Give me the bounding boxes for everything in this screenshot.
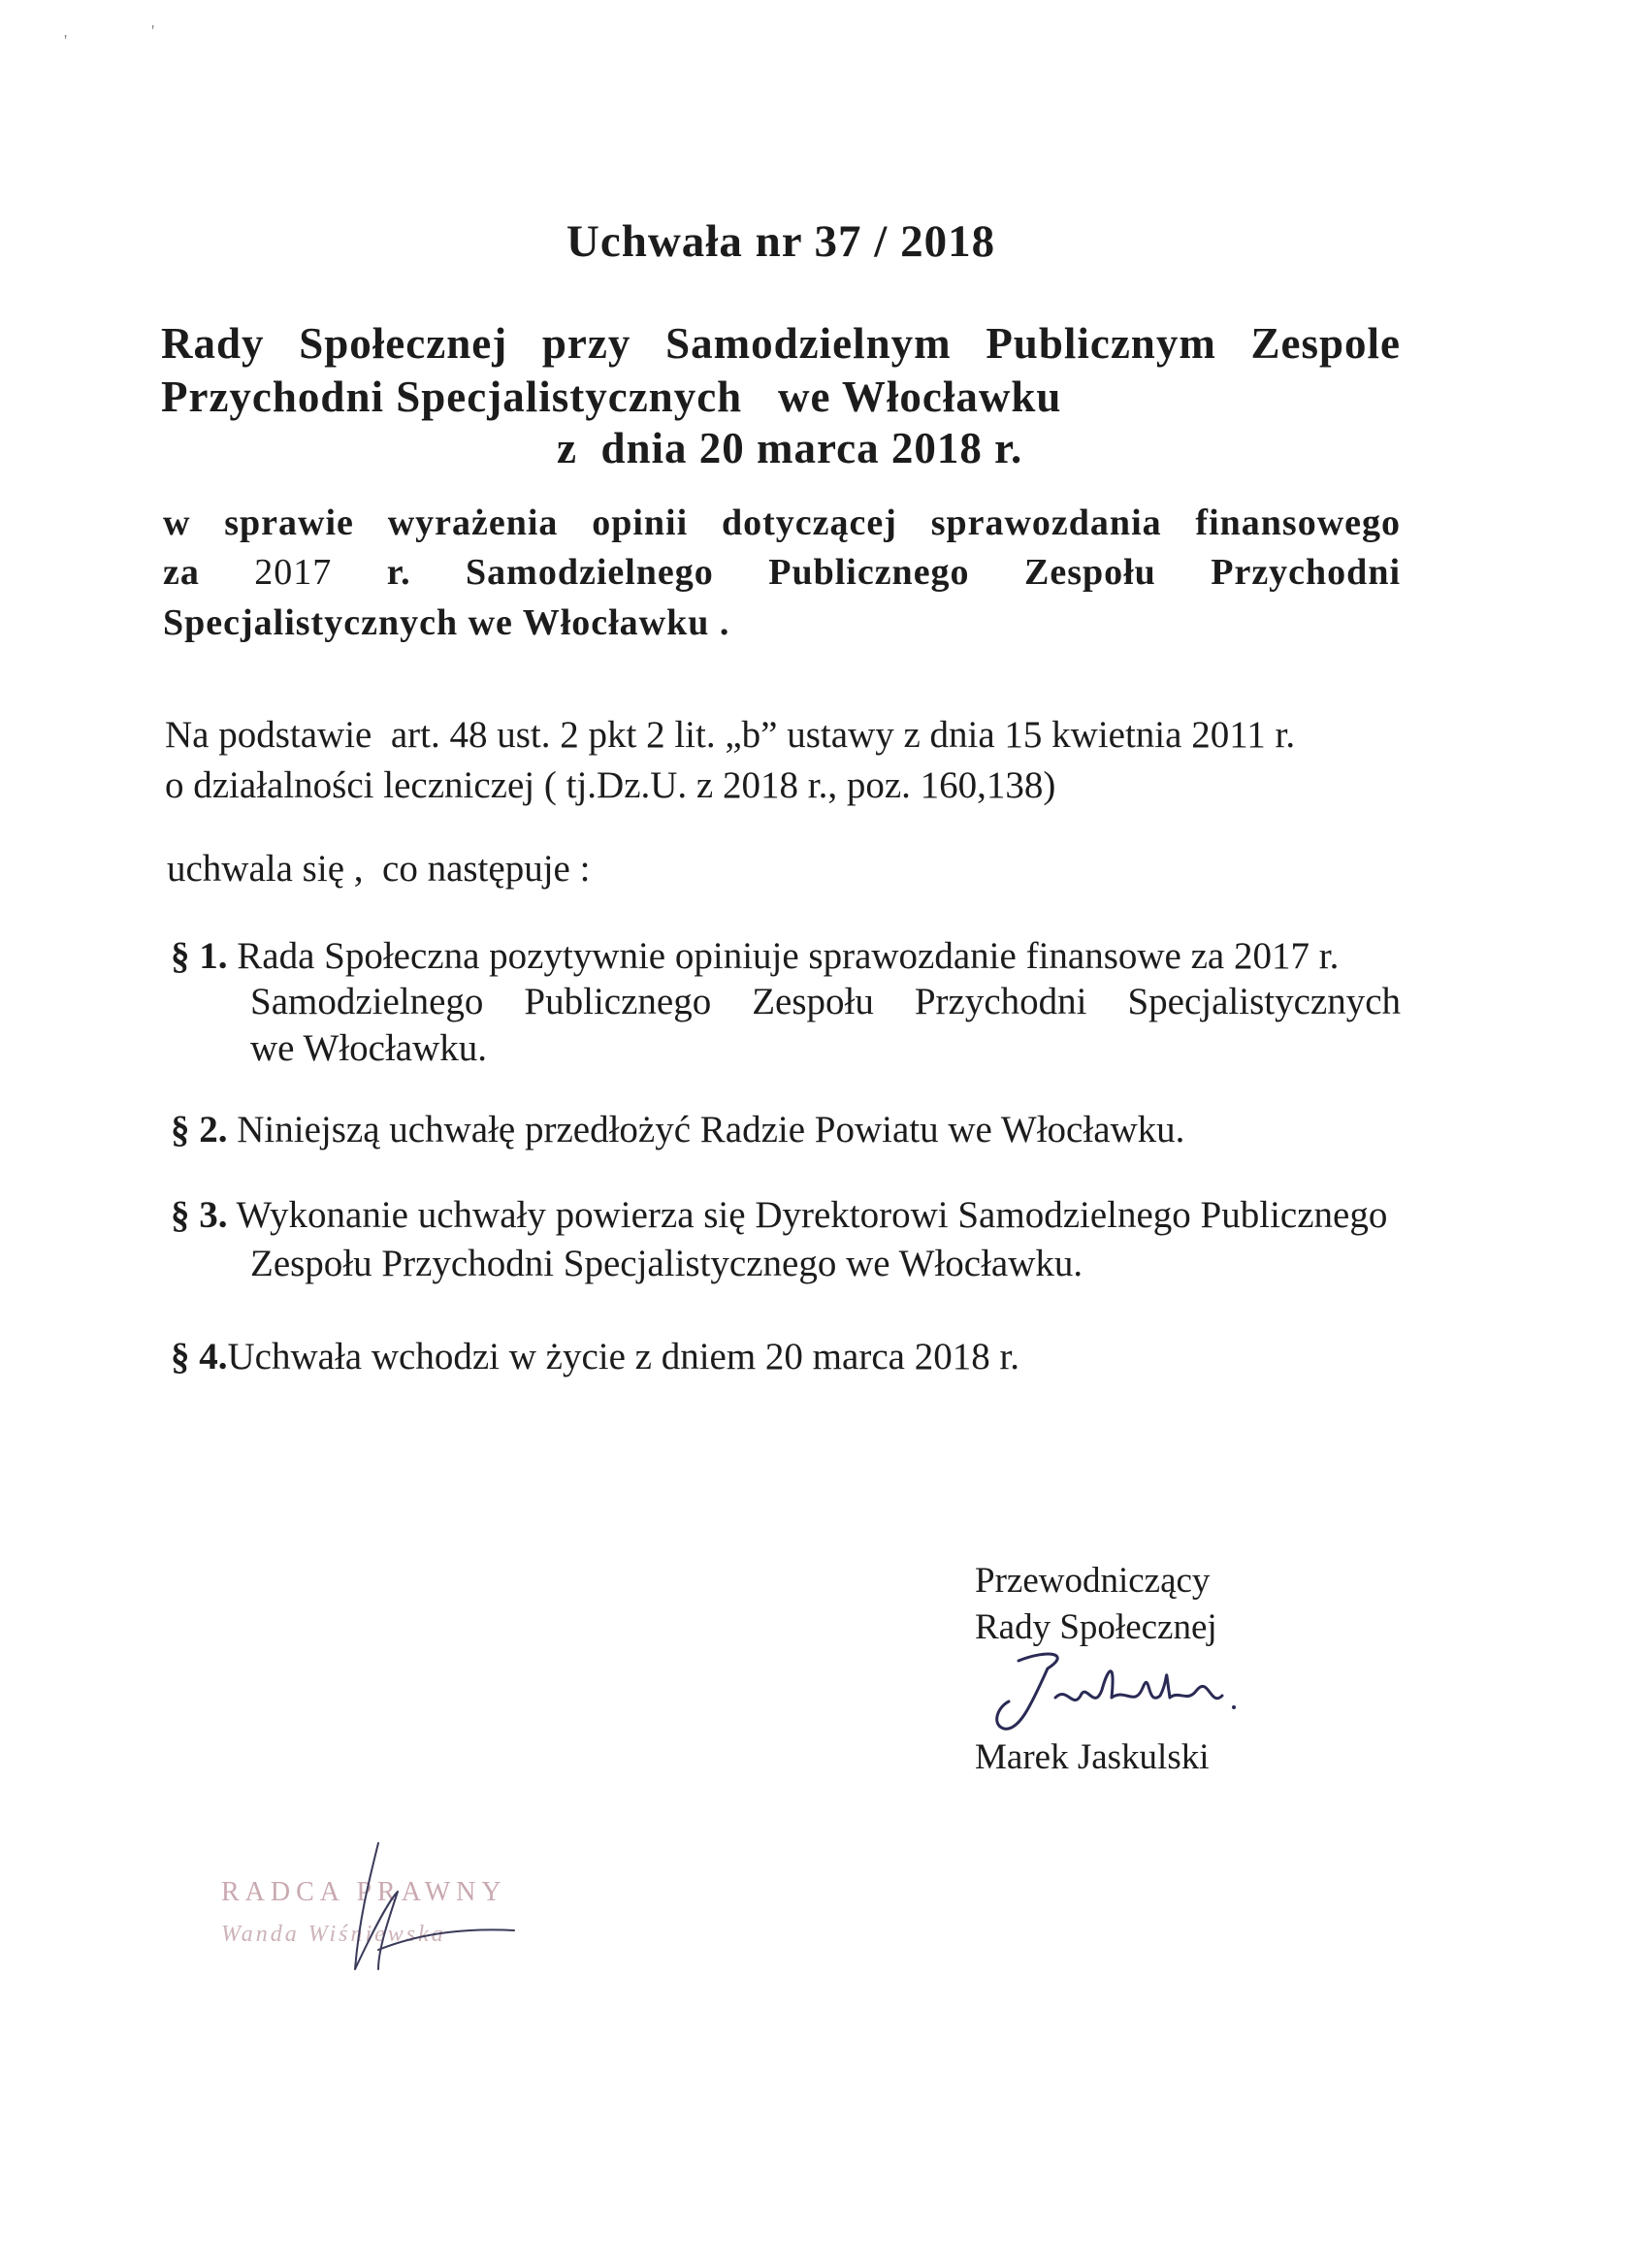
heading-word: Społecznej: [299, 319, 508, 368]
subject-word: sprawie: [224, 502, 354, 543]
section-word: Zespołu: [752, 981, 874, 1022]
subject-word: opinii: [592, 502, 689, 543]
legal-basis-line-1: Na podstawie art. 48 ust. 2 pkt 2 lit. „b” ustawy z dnia 15 kwietnia 2011 r.: [165, 714, 1296, 756]
section-1-line-3: we Włocławku.: [250, 1027, 488, 1069]
subject-word: finansowego: [1195, 502, 1401, 543]
section-1: [171, 934, 1339, 978]
heading-word: przy: [541, 319, 631, 368]
scan-speck: ': [151, 21, 155, 41]
subject-line-3: Specjalistycznych we Włocławku .: [163, 602, 730, 643]
subject-word: za: [163, 552, 200, 593]
heading-word: Publicznym: [986, 319, 1216, 368]
subject-word: Publicznego: [768, 552, 970, 593]
section-1-line-2: [250, 980, 1401, 1023]
section-3: [171, 1193, 1387, 1237]
signatory-name: Marek Jaskulski: [975, 1737, 1210, 1777]
subject-line-2: [163, 551, 1401, 594]
signatory-role-line-2: Rady Społecznej: [975, 1607, 1217, 1647]
handwritten-signature: [980, 1639, 1261, 1746]
section-word: Specjalistycznych: [1127, 981, 1402, 1022]
heading-line-1: [161, 318, 1401, 369]
section-word: Samodzielnego: [250, 981, 484, 1022]
scan-speck: ': [64, 31, 68, 50]
subject-word: r.: [386, 552, 411, 593]
heading-word: Rady: [161, 319, 265, 368]
subject-word: dotyczącej: [721, 502, 897, 543]
section-mark: § 2.: [171, 1109, 228, 1150]
section-text: Wykonanie uchwały powierza się Dyrektorowi Samodzielnego Publicznego: [236, 1194, 1388, 1236]
section-word: Przychodni: [914, 981, 1087, 1022]
resolves-line: uchwala się , co następuje :: [167, 848, 591, 890]
heading-date: z dnia 20 marca 2018 r.: [557, 424, 1023, 472]
stamp-initials: [320, 1833, 543, 1979]
stamp-title: RADCA PRAWNY: [221, 1877, 507, 1907]
section-word: Publicznego: [524, 981, 712, 1022]
section-mark: § 4.: [171, 1336, 228, 1377]
heading-word: Zespole: [1250, 319, 1402, 368]
stamp-name: Wanda Wiśniewska: [221, 1922, 446, 1947]
heading-word: Samodzielnym: [665, 319, 952, 368]
signatory-role-line-1: Przewodniczący: [975, 1561, 1211, 1601]
subject-word: w: [163, 502, 191, 543]
resolution-title: Uchwała nr 37 / 2018: [566, 216, 996, 267]
section-3-line-2: Zespołu Przychodni Specjalistycznego we Włocławku.: [250, 1243, 1083, 1284]
subject-line-1: [163, 502, 1401, 544]
section-4: [171, 1335, 1019, 1378]
section-text: Rada Społeczna pozytywnie opiniuje sprawozdanie finansowe za 2017 r.: [237, 935, 1340, 977]
heading-line-2: Przychodni Specjalistycznych we Włocławku: [161, 373, 1062, 421]
subject-word: sprawozdania: [930, 502, 1162, 543]
section-2: [171, 1108, 1184, 1151]
section-mark: § 3.: [171, 1194, 228, 1236]
subject-word: Przychodni: [1211, 552, 1402, 593]
legal-basis-line-2: o działalności leczniczej ( tj.Dz.U. z 2018 r., poz. 160,138): [165, 764, 1056, 806]
subject-word: 2017: [254, 552, 333, 593]
subject-word: Samodzielnego: [466, 552, 714, 593]
subject-word: Zespołu: [1023, 552, 1156, 593]
subject-word: wyrażenia: [387, 502, 559, 543]
section-text: Niniejszą uchwałę przedłożyć Radzie Powiatu we Włocławku.: [237, 1109, 1185, 1150]
section-text: Uchwała wchodzi w życie z dniem 20 marca 2018 r.: [227, 1336, 1020, 1377]
section-mark: § 1.: [171, 935, 228, 977]
